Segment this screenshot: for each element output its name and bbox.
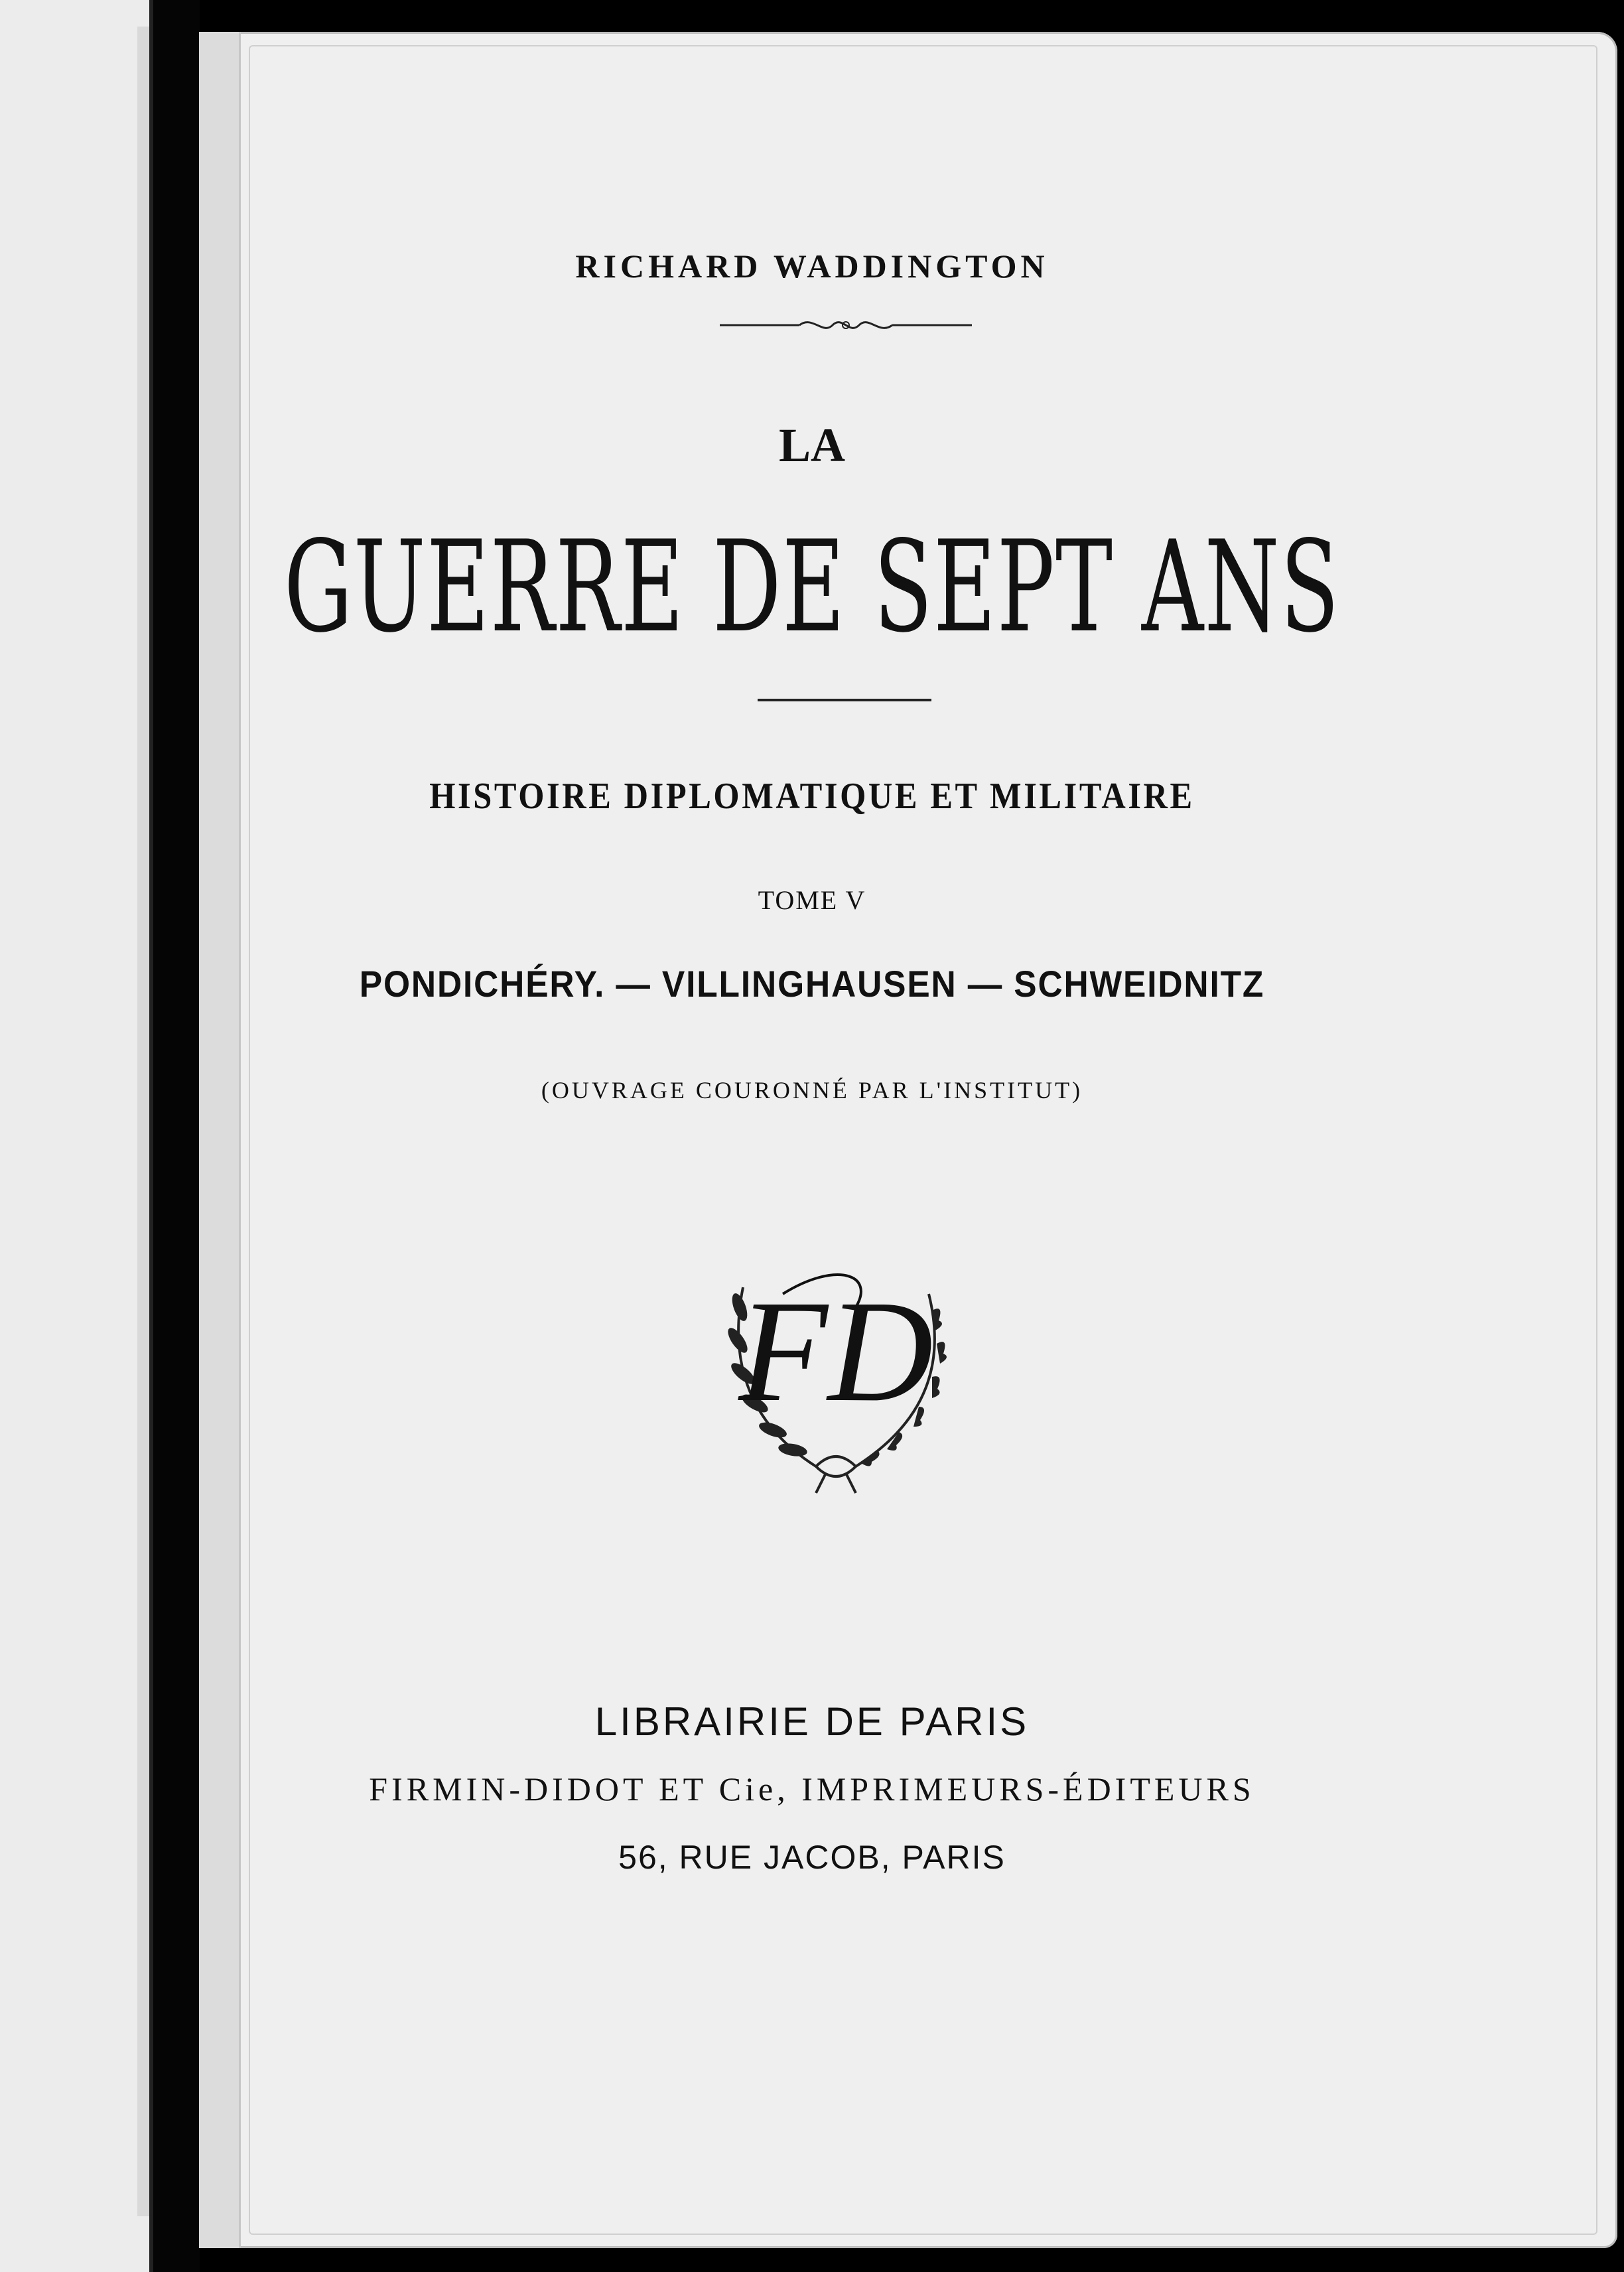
page-edge-shade	[137, 27, 149, 2216]
monogram-wreath-icon	[703, 1247, 969, 1500]
volume-number: TOME V	[758, 885, 866, 915]
publisher-imprint: FIRMIN-DIDOT ET Cie, IMPRIMEURS-ÉDITEURS	[369, 1770, 1255, 1808]
title-article: LA	[778, 419, 846, 472]
main-title: GUERRE DE SEPT ANS	[284, 514, 1340, 660]
page-border	[249, 45, 1597, 2235]
award-note: (OUVRAGE COURONNÉ PAR L'INSTITUT)	[541, 1077, 1083, 1103]
previous-page-edge	[0, 0, 153, 2272]
subtitle: HISTOIRE DIPLOMATIQUE ET MILITAIRE	[429, 776, 1195, 817]
svg-text:FD: FD	[738, 1270, 933, 1432]
title-rule	[758, 699, 931, 701]
binding-strip	[199, 32, 241, 2248]
title-page	[199, 32, 1617, 2248]
book-gutter	[153, 0, 200, 2272]
publisher-address: 56, RUE JACOB, PARIS	[618, 1839, 1006, 1876]
publisher-name: LIBRAIRIE DE PARIS	[594, 1699, 1030, 1744]
author-name: RICHARD WADDINGTON	[575, 248, 1049, 285]
volume-contents: PONDICHÉRY. — VILLINGHAUSEN — SCHWEIDNITZ	[359, 963, 1265, 1005]
ornament-divider-icon	[720, 312, 972, 338]
